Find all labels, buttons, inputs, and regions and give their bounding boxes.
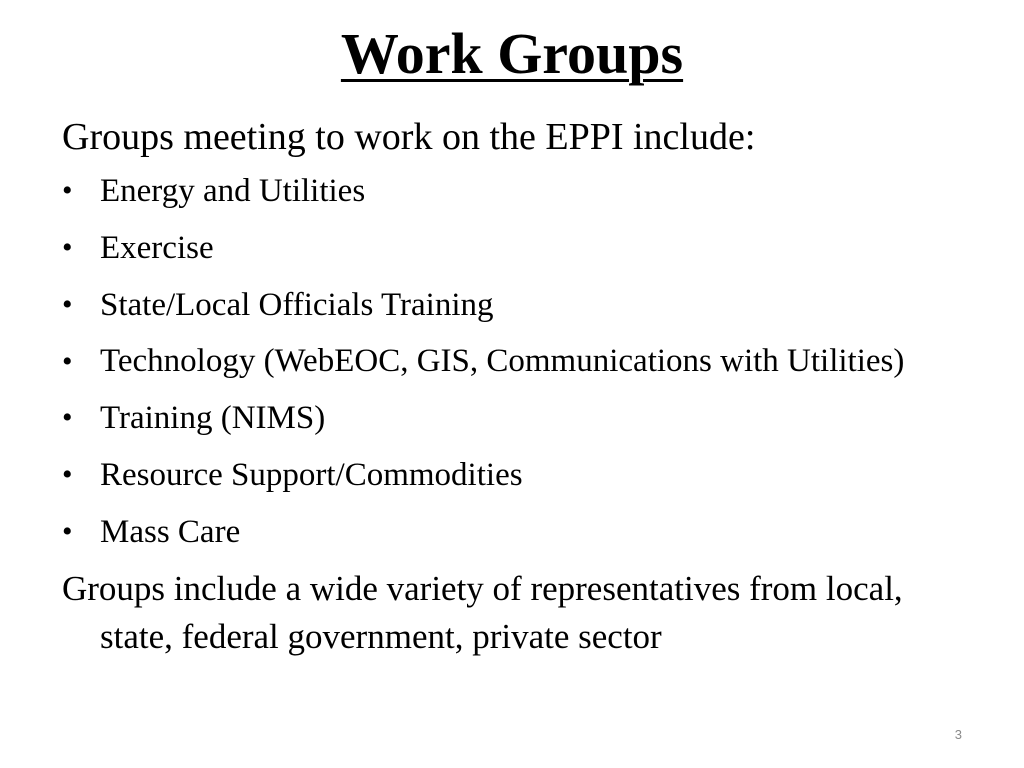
list-item [62,394,962,442]
page-number: 3 [954,727,962,742]
bullet-icon: • [62,345,73,378]
list-item-text: Technology (WebEOC, GIS, Communications with Utilities) [100,343,905,379]
list-item-text: State/Local Officials Training [100,287,494,323]
list-item [62,338,962,385]
list-item [62,508,962,556]
list-item [62,167,962,215]
list-item [62,281,962,329]
bullet-icon: • [62,458,73,491]
list-item-text: Exercise [100,230,214,266]
bullet-icon: • [62,288,73,321]
slide-title [0,18,1024,90]
intro-text: Groups meeting to work on the EPPI include: [62,116,756,158]
list-item-text: Energy and Utilities [100,173,366,209]
list-item-text: Resource Support/Commodities [100,457,523,493]
list-item-text: Training (NIMS) [100,400,326,436]
bullet-icon: • [62,174,73,207]
list-item-text: Mass Care [100,514,241,550]
closing-text: Groups include a wide variety of representatives from local, state, federal government, private sector [62,569,903,656]
list-item [62,451,962,499]
slide-title-text: Work Groups [340,21,684,86]
bullet-icon: • [62,231,73,264]
bullet-icon: • [62,401,73,434]
slide-body [62,112,962,661]
bullet-icon: • [62,515,73,548]
list-item [62,224,962,272]
work-group-list [62,167,962,556]
